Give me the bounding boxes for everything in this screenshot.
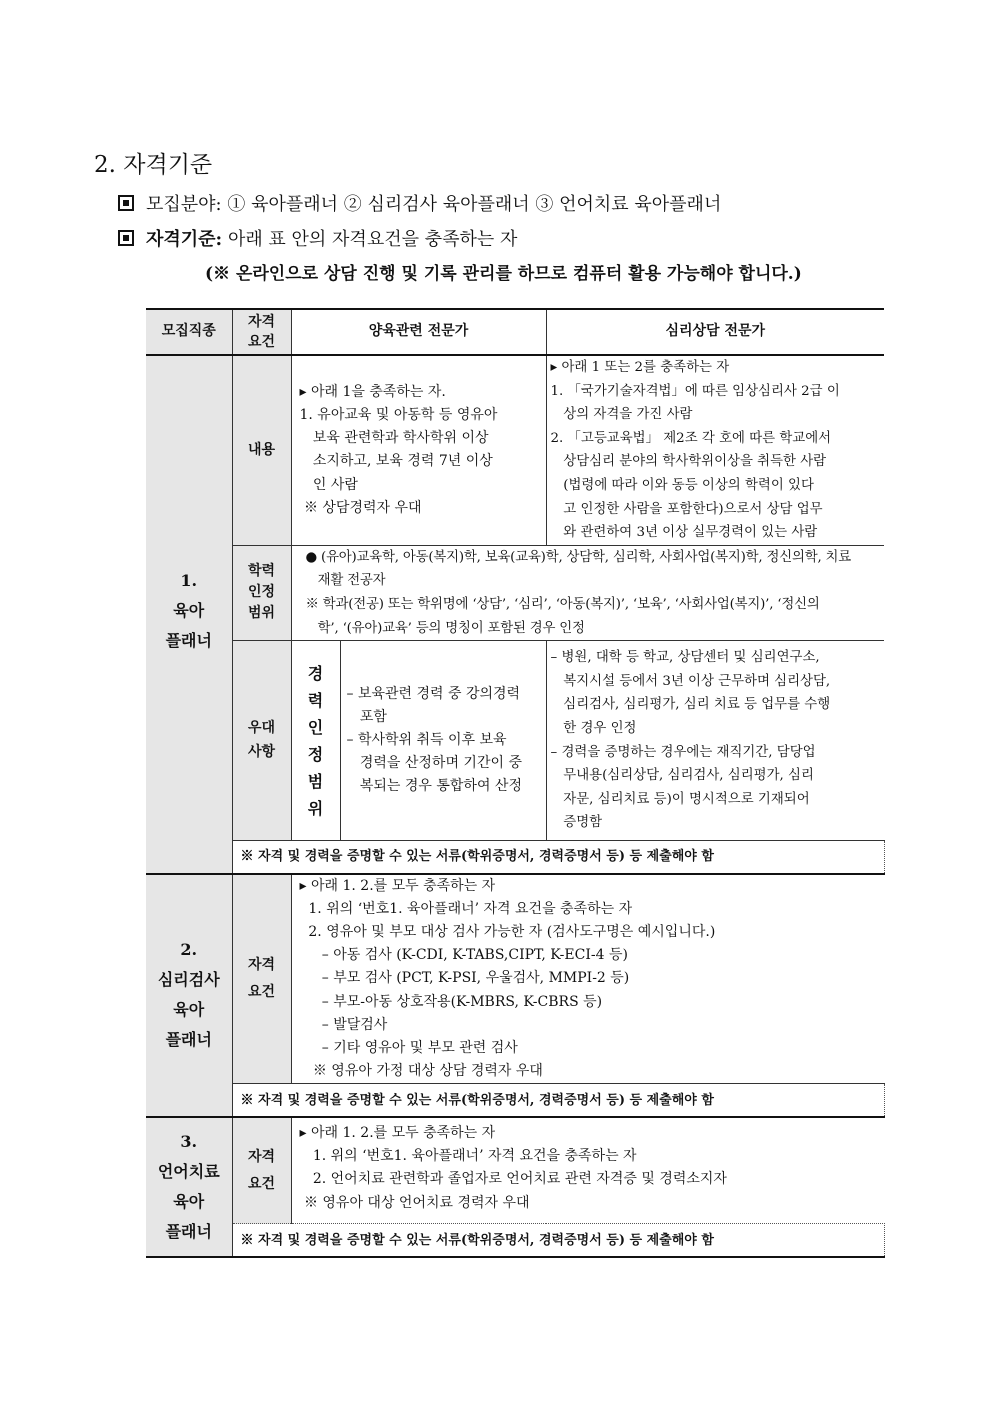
bullet-text: ① 육아플래너 ② 심리검사 육아플래너 ③ 언어치료 육아플래너 [227, 194, 722, 215]
group2-requirement-label: 자격 요건 [232, 874, 291, 1084]
group1-content-label: 내용 [232, 355, 291, 545]
group3-footer: ※ 자격 및 경력을 증명할 수 있는 서류(학위증명서, 경력증명서 등) 등 제출해야 함 [232, 1224, 884, 1257]
group1-degree-text: ● (유아)교육학, 아동(복지)학, 보육(교육)학, 상담학, 심리학, 사회사업(복지)학, 정신의학, 치료 재활 전공자 ※ 학과(전공) 또는 학위명에 ‘상담’, ‘심리’, ‘아동(복지)’, ‘보육’, ‘사회사업(복지)’, ‘정신의 학’, ‘(유아)교육’ 등의 명칭이 포함된 경우 인정 [291, 545, 884, 640]
group1-preference-label: 우대 사항 [232, 641, 291, 841]
qualification-table [146, 308, 885, 1258]
group1-content-parenting: ▸ 아래 1을 충족하는 자. 1. 유아교육 및 아동학 등 영유아 보육 관련학과 학사학위 이상 소지하고, 보육 경력 7년 이상 인 사람 ※ 상담경력자 우대 [291, 355, 546, 545]
group1-name: 1. 육아 플래너 [146, 355, 232, 874]
career-range-label: 경 력 인 정 범 위 [292, 641, 341, 840]
filled-square-icon [118, 195, 134, 211]
group3-requirement-label: 자격 요건 [232, 1117, 291, 1224]
bullet-qualification [118, 225, 517, 251]
header-counseling-expert: 심리상담 전문가 [546, 309, 884, 355]
header-requirement: 자격 요건 [232, 309, 291, 355]
header-parenting-expert: 양육관련 전문가 [291, 309, 546, 355]
group2-name: 2. 심리검사 육아 플래너 [146, 874, 232, 1117]
group1-preference-parenting [291, 641, 546, 841]
group3-name: 3. 언어치료 육아 플래너 [146, 1117, 232, 1257]
section-title: 2. 자격기준 [94, 152, 213, 178]
online-notice: (※ 온라인으로 상담 진행 및 기록 관리를 하므로 컴퓨터 활용 가능해야 합니다.) [205, 264, 802, 284]
bullet-recruit-fields [118, 190, 721, 216]
filled-square-icon [118, 230, 134, 246]
group2-requirement-text: ▸ 아래 1. 2.를 모두 충족하는 자 1. 위의 ‘번호1. 육아플래너’ 자격 요건을 충족하는 자 2. 영유아 및 부모 대상 검사 가능한 자 (검사도구명은 예시입니다.) – 아동 검사 (K-CDI, K-TABS,CIPT, K-ECI-4 등) – 부모 검사 (PCT, K-PSI, 우울검사, MMPI-2 등) – 부모-아동 상호작용(K-MBRS, K-CBRS 등) – 발달검사 – 기타 영유아 및 부모 관련 검사 ※ 영유아 가정 대상 상담 경력자 우대 [291, 874, 884, 1084]
bullet-label: 모집분야: [146, 194, 222, 215]
group1-degree-label: 학력 인정 범위 [232, 545, 291, 640]
group1-footer: ※ 자격 및 경력을 증명할 수 있는 서류(학위증명서, 경력증명서 등) 등 제출해야 함 [232, 841, 884, 874]
group1-content-counseling: ▸ 아래 1 또는 2를 충족하는 자 1. 「국가기술자격법」에 따른 임상심리사 2급 이 상의 자격을 가진 사람 2. 「고등교육법」 제2조 각 호에 따른 학교에서 상담심리 분야의 학사학위이상을 취득한 사람 (법령에 따라 이와 동등 이상의 학력이 있다 고 인정한 사람을 포함한다)으로서 상담 업무 와 관련하여 3년 이상 실무경력이 있는 사람 [546, 355, 884, 545]
career-range-text: – 보육관련 경력 중 강의경력 포함 – 학사학위 취득 이후 보육 경력을 산정하며 기간이 중 복되는 경우 통합하여 산정 [346, 685, 522, 795]
bullet-label: 자격기준: [146, 229, 223, 250]
group2-footer: ※ 자격 및 경력을 증명할 수 있는 서류(학위증명서, 경력증명서 등) 등 제출해야 함 [232, 1084, 884, 1117]
group3-requirement-text: ▸ 아래 1. 2.를 모두 충족하는 자 1. 위의 ‘번호1. 육아플래너’ 자격 요건을 충족하는 자 2. 언어치료 관련학과 졸업자로 언어치료 관련 자격증 및 경력소지자 ※ 영유아 대상 언어치료 경력자 우대 [299, 1124, 727, 1211]
bullet-text: 아래 표 안의 자격요건을 충족하는 자 [227, 229, 518, 250]
header-job: 모집직종 [146, 309, 232, 355]
group1-preference-counseling: – 병원, 대학 등 학교, 상담센터 및 심리연구소, 복지시설 등에서 3년 이상 근무하며 심리상담, 심리검사, 심리평가, 심리 치료 등 업무를 수행 한 경우 인정 – 경력을 증명하는 경우에는 재직기간, 담당업 무내용(심리상담, 심리검사, 심리평가, 심리 자문, 심리치료 등)이 명시적으로 기재되어 증명함 [546, 641, 884, 841]
